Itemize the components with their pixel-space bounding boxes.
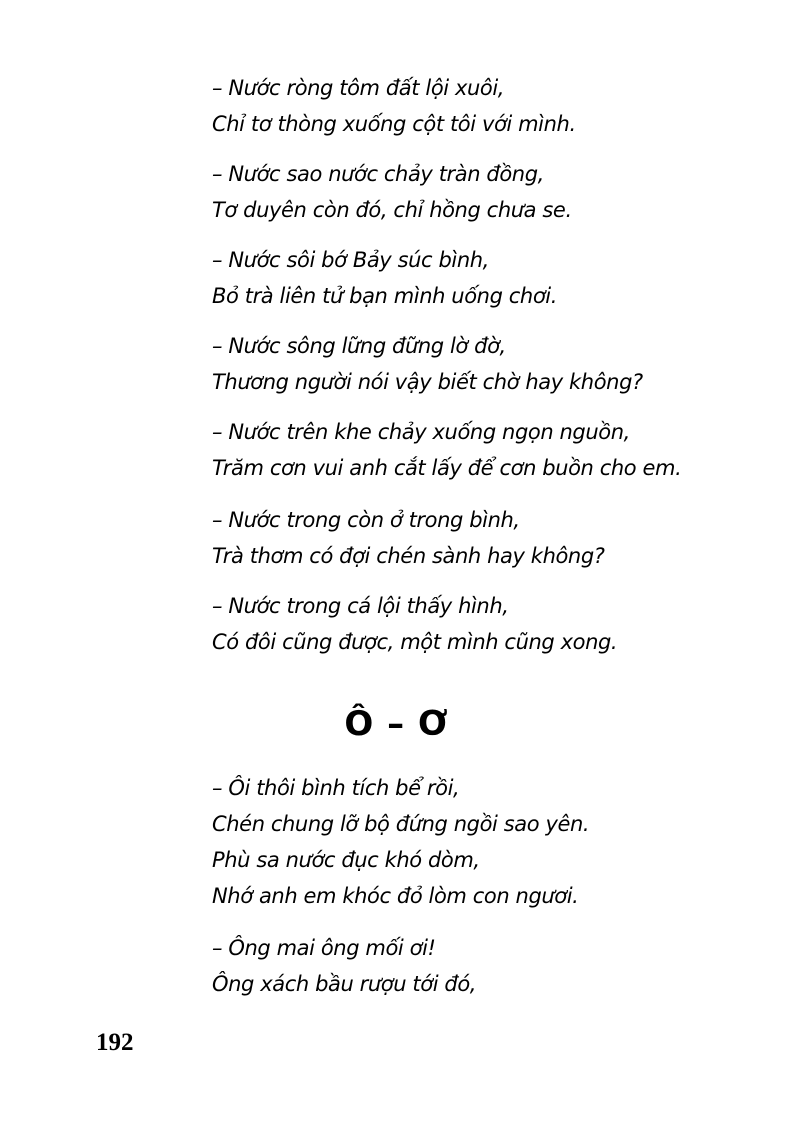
verse-line: Ông xách bầu rượu tới đó, xyxy=(212,972,477,996)
verse-line: – Nước trên khe chảy xuống ngọn nguồn, xyxy=(212,420,630,444)
stanza xyxy=(212,414,772,486)
verse-line: – Ôi thôi bình tích bể rồi, xyxy=(212,776,460,800)
verse-line: Thương người nói vậy biết chờ hay không? xyxy=(212,370,643,394)
verse-line: – Nước sông lững đững lờ đờ, xyxy=(212,334,506,358)
stanza xyxy=(212,328,772,400)
verse-line: – Ông mai ông mối ơi! xyxy=(212,936,436,960)
stanza xyxy=(212,156,772,228)
stanza xyxy=(212,242,772,314)
verse-line: – Nước trong cá lội thấy hình, xyxy=(212,594,509,618)
verse-line: – Nước ròng tôm đất lội xuôi, xyxy=(212,76,505,100)
stanza xyxy=(212,588,772,660)
verse-line: Nhớ anh em khóc đỏ lòm con ngươi. xyxy=(212,884,579,908)
verse-line: – Nước trong còn ở trong bình, xyxy=(212,508,520,532)
verse-line: Phù sa nước đục khó dòm, xyxy=(212,848,480,872)
verse-line: Bỏ trà liên tử bạn mình uống chơi. xyxy=(212,284,557,308)
verse-line: Có đôi cũng được, một mình cũng xong. xyxy=(212,630,618,654)
verse-line: – Nước sao nước chảy tràn đồng, xyxy=(212,162,544,186)
stanza xyxy=(212,502,772,574)
verse-line: – Nước sôi bớ Bảy súc bình, xyxy=(212,248,489,272)
page-number: 192 xyxy=(96,1029,134,1056)
verse-line: Chỉ tơ thòng xuống cột tôi với mình. xyxy=(212,112,576,136)
verse-line: Trà thơm có đợi chén sành hay không? xyxy=(212,544,605,568)
verse-line: Chén chung lỡ bộ đứng ngồi sao yên. xyxy=(212,812,590,836)
stanza xyxy=(212,70,772,142)
section-title: Ô – Ơ xyxy=(344,704,449,744)
verse-line: Trăm cơn vui anh cắt lấy để cơn buồn cho em. xyxy=(212,456,682,480)
verse-line: Tơ duyên còn đó, chỉ hồng chưa se. xyxy=(212,198,572,222)
stanza xyxy=(212,930,772,1002)
stanza xyxy=(212,770,772,914)
